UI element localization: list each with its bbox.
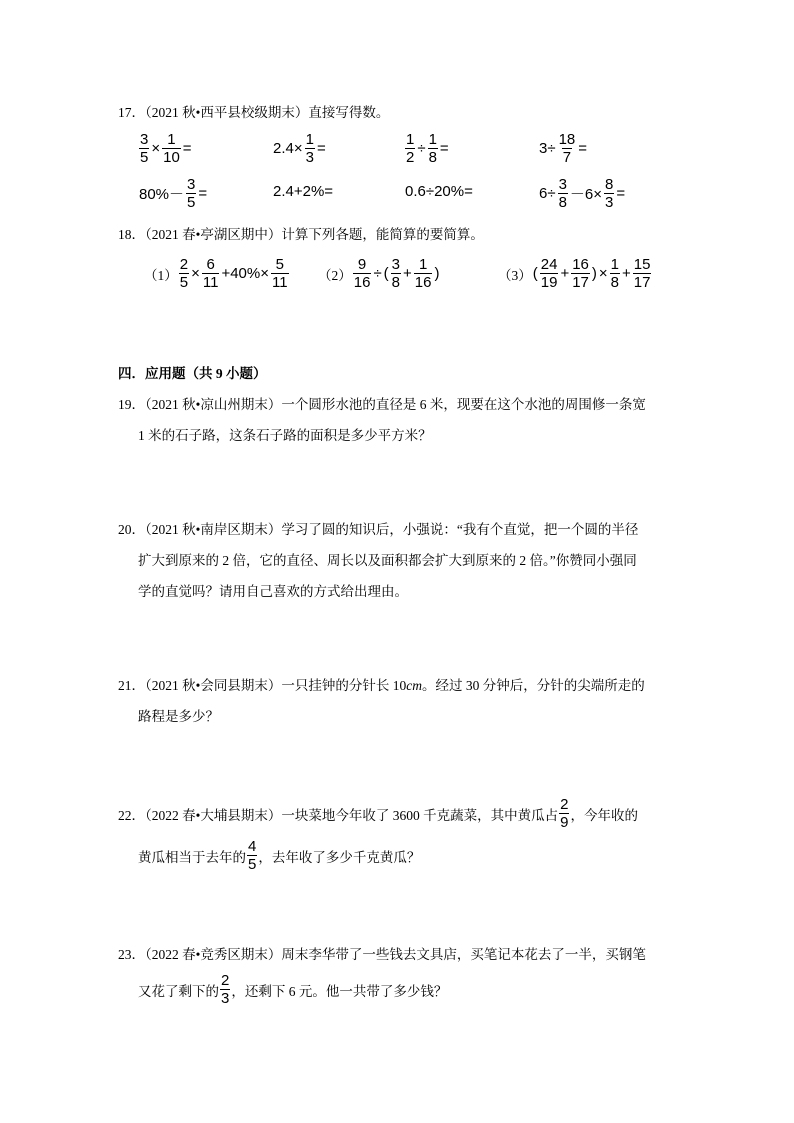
q18-part-3: （3） ( $\frac{24}{19}$ + $\frac{16}{17}$ ) × $\frac{1}{8}$ + $\frac{15}{17}$ (498, 256, 651, 291)
q17-item-5: 80%－ $\frac{3}{5}$ = (139, 176, 208, 211)
q17-item-2: 2.4× $\frac{1}{3}$ = (273, 131, 326, 166)
q17-item-3: $\frac{1}{2}$ ÷ $\frac{1}{8}$ = (406, 131, 449, 166)
q17-item-6: 2.4+2%= (273, 183, 334, 200)
q23-line-2: 又花了剩下的 $\frac{2}{3}$ ，还剩下 6 元。他一共带了多少钱？ (138, 972, 448, 1007)
q19-line-1: 19．（2021 秋•凉山州期末）一个圆形水池的直径是 6 米，现要在这个水池的周围修一条宽 (118, 397, 646, 412)
q23-line-1: 23．（2022 春•竞秀区期末）周末李华带了一些钱去文具店，买笔记本花去了一半，买钢笔 (118, 947, 646, 962)
q17-item-7: 0.6÷20%= (405, 183, 473, 200)
q17-item-1: $\frac{3}{5}$ × $\frac{1}{10}$ = (140, 131, 192, 166)
q18-part-2: （2） $\frac{9}{16}$ ÷ ( $\frac{3}{8}$ + $\frac{1}{16}$ ) (318, 256, 440, 291)
section-title: 四．应用题（共 9 小题） (118, 366, 267, 381)
q20-line-3: 学的直觉吗？请用自己喜欢的方式给出理由。 (138, 584, 408, 599)
q20-line-1: 20．（2021 秋•南岸区期末）学习了圆的知识后，小强说：“我有个直觉，把一个圆的半径 (118, 522, 639, 537)
q21-line-1: 21．（2021 秋•会同县期末）一只挂钟的分针长 10cm。经过 30 分钟后，分针的尖端所走的 (118, 678, 645, 693)
q20-line-2: 扩大到原来的 2 倍，它的直径、周长以及面积都会扩大到原来的 2 倍。”你赞同小强同 (138, 553, 637, 568)
q21-line-2: 路程是多少？ (138, 709, 219, 724)
q18-header: 18．（2021 春•亭湖区期中）计算下列各题，能简算的要简算。 (118, 227, 484, 242)
q17-header: 17．（2021 秋•西平县校级期末）直接写得数。 (118, 105, 390, 120)
q22-line-2: 黄瓜相当于去年的 $\frac{4}{5}$ ，去年收了多少千克黄瓜？ (138, 838, 421, 873)
q17-item-4: 3÷ $\frac{18}{7}$ = (539, 131, 588, 166)
q18-part-1: （1） $\frac{2}{5}$ × $\frac{6}{11}$ +40%× $\frac{5}{11}$ (144, 256, 288, 291)
q17-item-8: 6÷ $\frac{3}{8}$ －6× $\frac{8}{3}$ = (539, 176, 626, 211)
q19-line-2: 1 米的石子路，这条石子路的面积是多少平方米？ (138, 428, 432, 443)
q22-line-1: 22．（2022 春•大埔县期末）一块菜地今年收了 3600 千克蔬菜，其中黄瓜占 $\frac{2}{9}$ ，今年收的 (118, 796, 638, 831)
